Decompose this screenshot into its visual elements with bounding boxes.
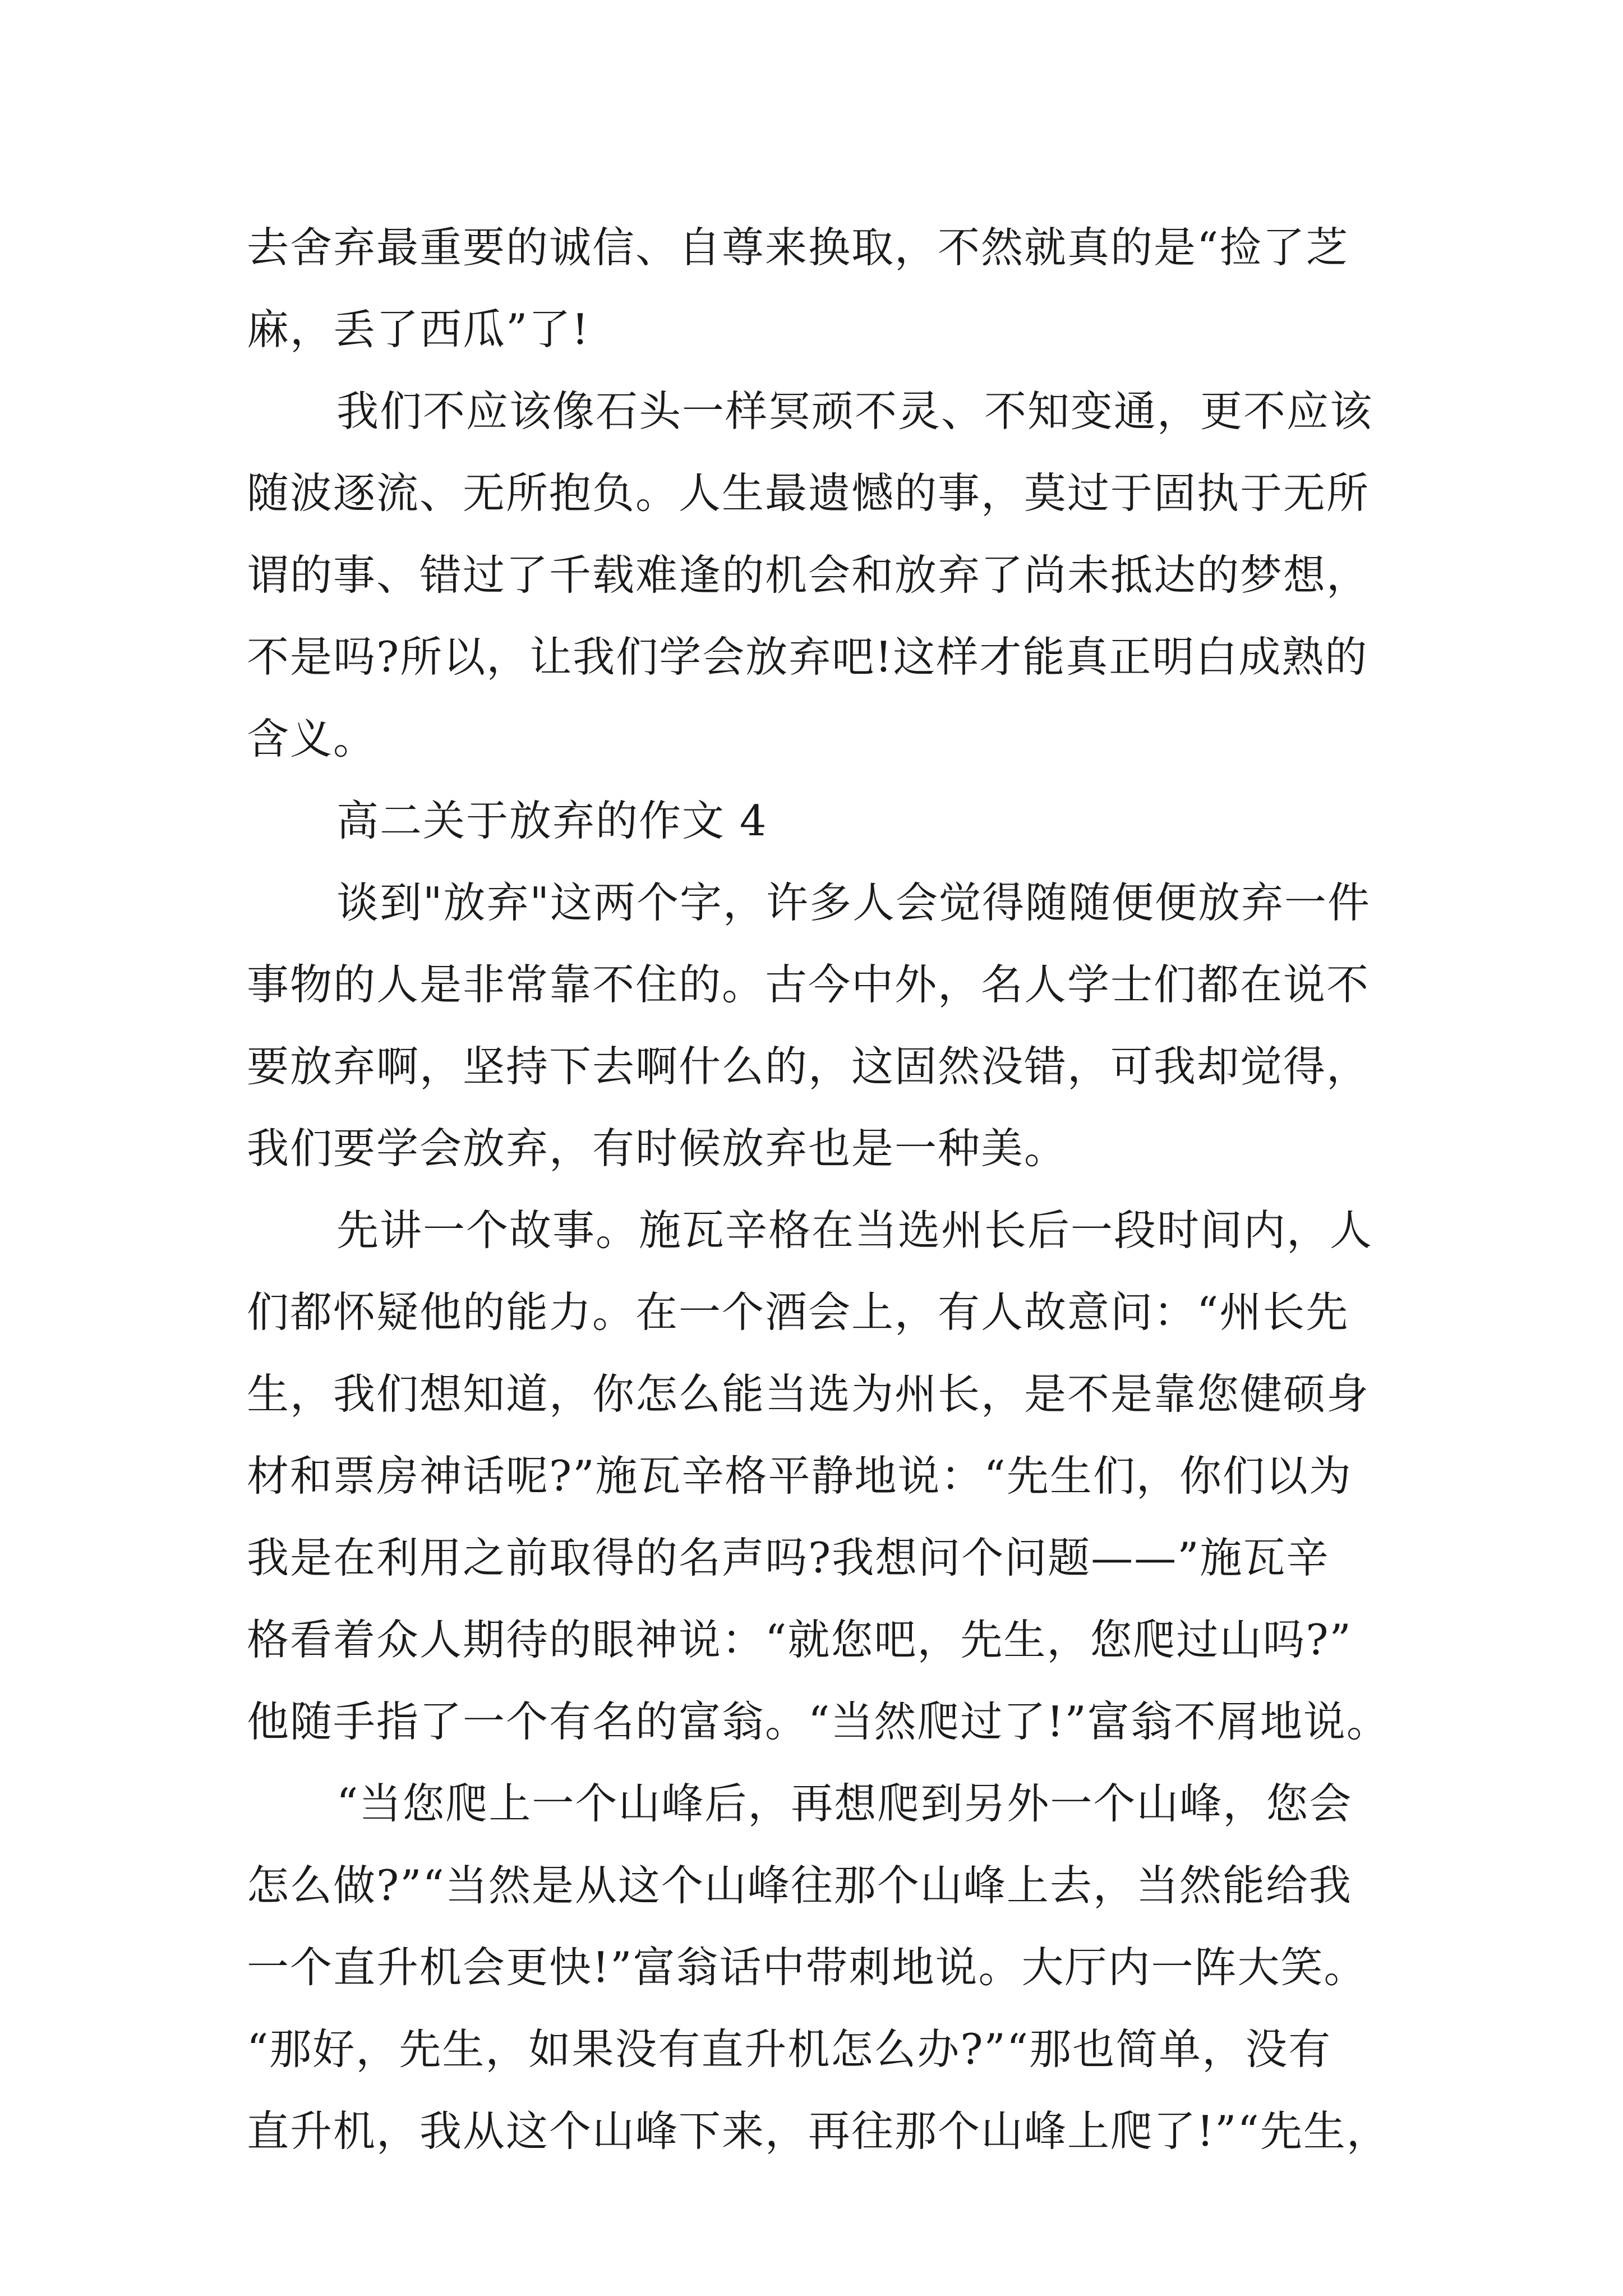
paragraph-2 (247, 370, 1430, 780)
text-line: 含义。 (247, 714, 377, 763)
text-line: 生，我们想知道，你怎么能当选为州长，是不是靠您健硕身 (247, 1369, 1370, 1419)
text-line: 事物的人是非常靠不住的。古今中外，名人学士们都在说不 (247, 960, 1370, 1009)
paragraph-1 (247, 206, 1430, 370)
text-line: 麻，丢了西瓜”了! (247, 305, 590, 354)
text-line: 材和票房神话呢?”施瓦辛格平静地说：“先生们，你们以为 (247, 1451, 1352, 1501)
paragraph-4 (247, 1189, 1430, 1763)
text-line: 谈到"放弃"这两个字，许多人会觉得随随便便放弃一件 (336, 878, 1371, 927)
text-line: 他随手指了一个有名的富翁。“当然爬过了!”富翁不屑地说。 (247, 1697, 1390, 1746)
text-line: “那好，先生，如果没有直升机怎么办?”“那也简单，没有 (247, 2024, 1332, 2074)
section-heading (247, 780, 1430, 862)
text-line: 一个直升机会更快!”富翁话中带刺地说。大厅内一阵大笑。 (247, 1943, 1367, 1992)
text-line: 我们不应该像石头一样冥顽不灵、不知变通，更不应该 (336, 386, 1373, 436)
text-line: 先讲一个故事。施瓦辛格在当选州长后一段时间内，人 (336, 1205, 1373, 1255)
paragraph-5 (247, 1763, 1430, 2172)
text-line: 们都怀疑他的能力。在一个酒会上，有人故意问：“州长先 (247, 1287, 1349, 1337)
text-line: 我们要学会放弃，有时候放弃也是一种美。 (247, 1124, 1068, 1173)
heading-text: 高二关于放弃的作文 4 (336, 796, 768, 845)
text-line: 怎么做?”“当然是从这个山峰往那个山峰上去，当然能给我 (247, 1861, 1352, 1910)
text-line: 不是吗?所以，让我们学会放弃吧!这样才能真正明白成熟的 (247, 632, 1368, 682)
text-line: 谓的事、错过了千载难逢的机会和放弃了尚未抵达的梦想， (247, 550, 1370, 600)
text-line: 随波逐流、无所抱负。人生最遗憾的事，莫过于固执于无所 (247, 468, 1370, 518)
document-body (247, 206, 1430, 2172)
text-line: 格看着众人期待的眼神说：“就您吧，先生，您爬过山吗?” (247, 1615, 1352, 1664)
text-line: 我是在利用之前取得的名声吗?我想问个问题——”施瓦辛 (247, 1533, 1330, 1582)
text-line: “当您爬上一个山峰后，再想爬到另外一个山峰，您会 (336, 1779, 1353, 1828)
text-line: 要放弃啊，坚持下去啊什么的，这固然没错，可我却觉得， (247, 1042, 1370, 1091)
text-line: 去舍弃最重要的诚信、自尊来换取，不然就真的是“捡了芝 (247, 223, 1349, 272)
text-line: 直升机，我从这个山峰下来，再往那个山峰上爬了!”“先生， (247, 2106, 1390, 2156)
paragraph-3 (247, 862, 1430, 1189)
